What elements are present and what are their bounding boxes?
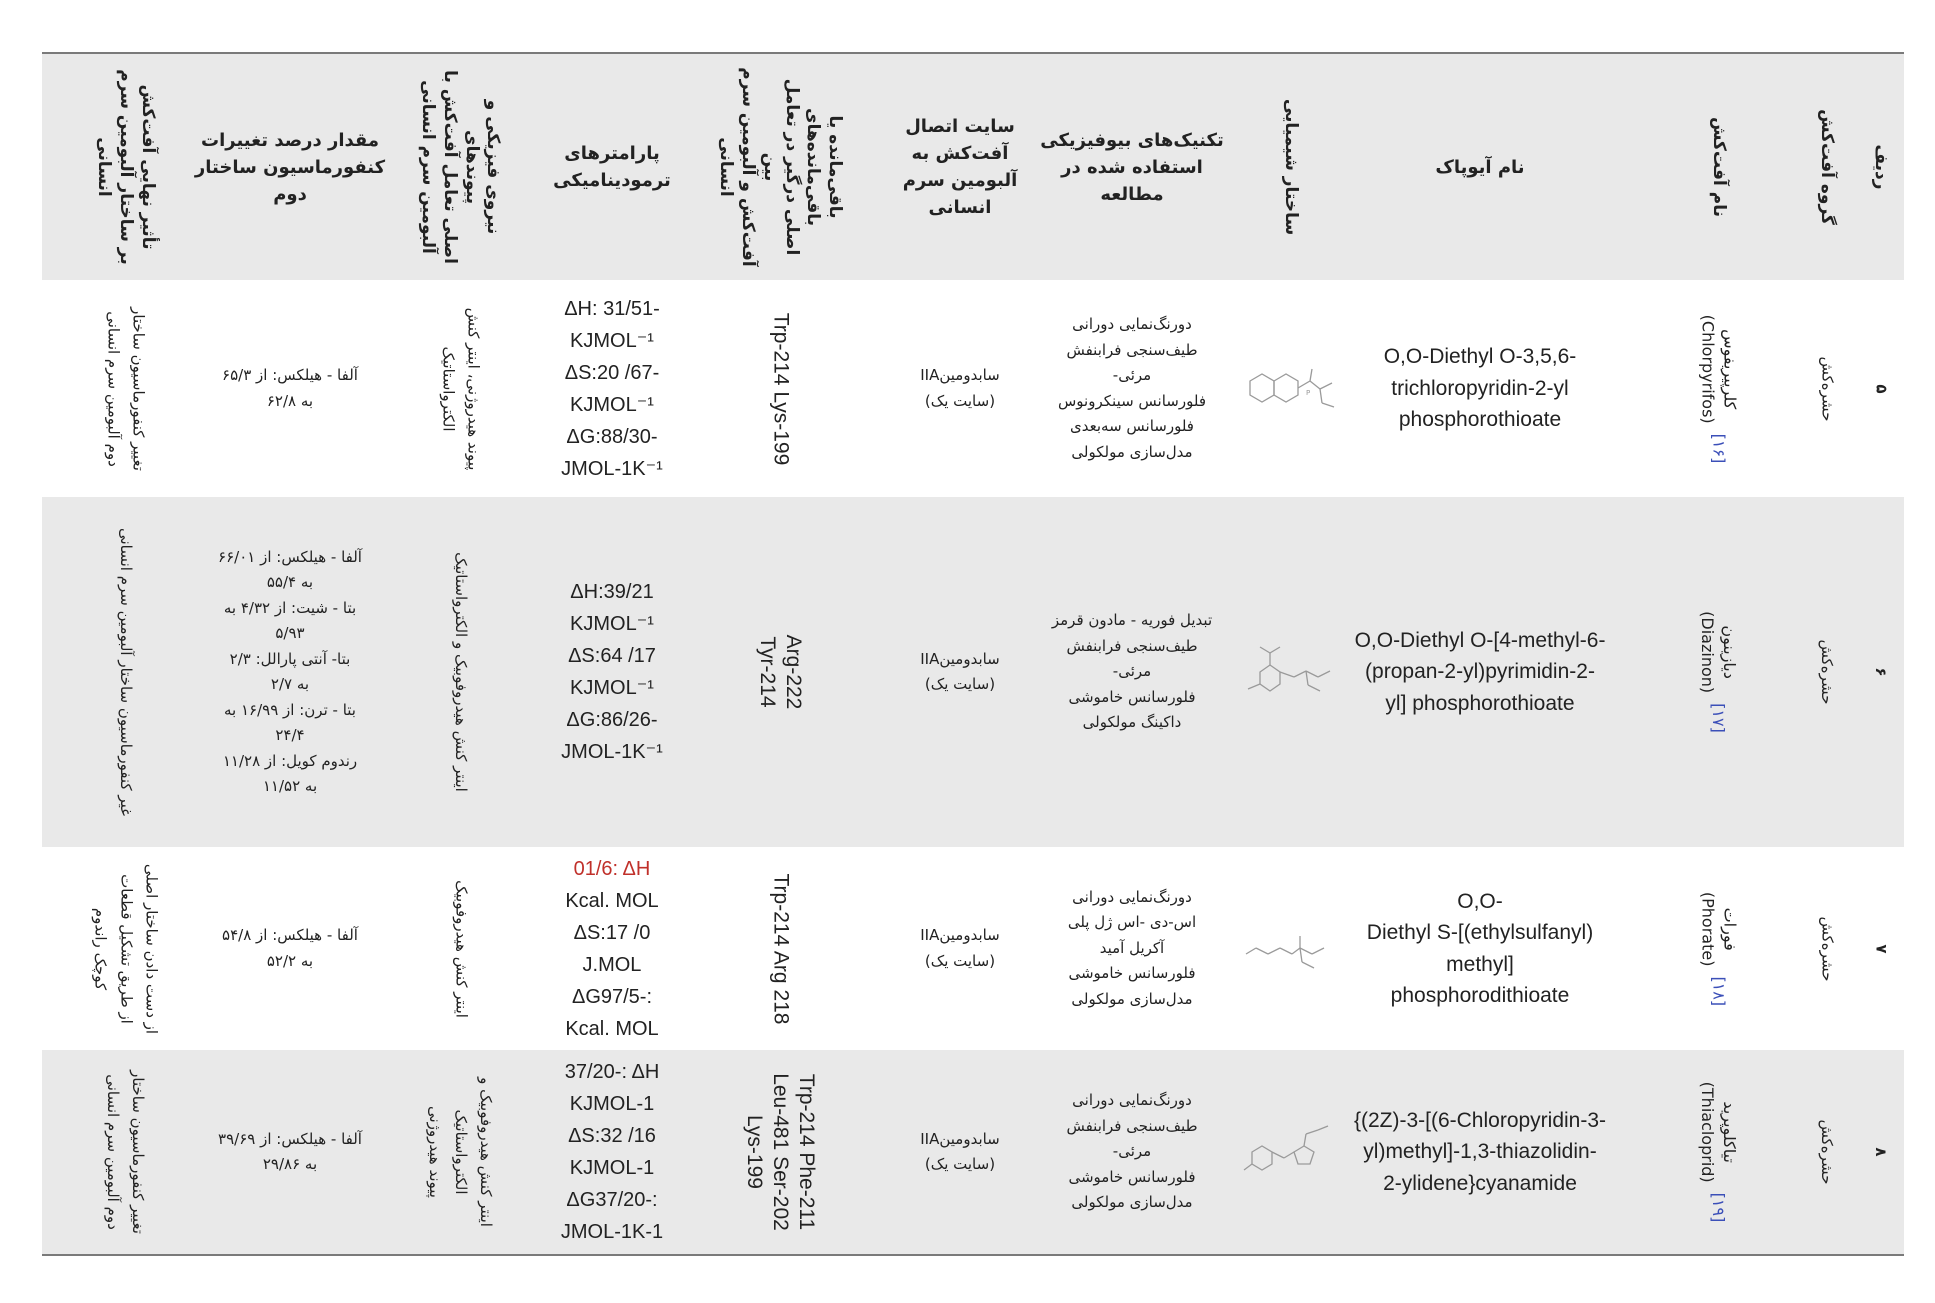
row-8-group: حشره‌کش xyxy=(1817,1119,1836,1185)
row-8-iupac: {(2Z)-3-[(6-Chloropyridin-3- yl)methyl]-1,3-thiazolidin- 2-ylidene}cyanamide xyxy=(1353,1108,1607,1195)
header-site: سایت اتصال آفت‌کش به آلبومین سرم انسانی xyxy=(902,116,1018,218)
thermo-values: ΔH: 31/51- KJMOL⁻¹ ΔS:20 /67- KJMOL⁻¹ ΔG:88/30- JMOL-1K⁻¹ xyxy=(561,297,663,480)
table-bottom-rule xyxy=(42,1254,1904,1256)
row-5-forces: پیوند هیدروژنی، اینتر کنش الکترواستاتیک xyxy=(439,307,483,470)
row-7-iupac: O,O- Diethyl S-[(ethylsulfanyl) methyl] phosphorodithioate xyxy=(1366,889,1594,1007)
row-6-thermo xyxy=(522,497,702,847)
header-techniques: تکنیک‌های بیوفیزیکی استفاده شده در مطالعه xyxy=(1040,129,1224,205)
row-8-no: ۸ xyxy=(1871,1147,1890,1157)
row-5-site: IIAسابدومین (سایت یک) xyxy=(920,366,1000,410)
row-6-forces: اینتر کنش هیدروفوبیک و الکترواستاتیک xyxy=(451,552,470,792)
row-5-structure xyxy=(1235,280,1345,497)
row-7-structure xyxy=(1235,847,1345,1050)
row-6-group: حشره‌کش xyxy=(1817,639,1836,705)
thermo-values: 37/20-: ΔH KJMOL-1 ΔS:32 /16 KJMOL-1 ΔG37/20-: JMOL-1K-1 xyxy=(560,1061,664,1243)
row-5-iupac: O,O-Diethyl O-3,5,6- trichloropyridin-2-yl phosphorothioate xyxy=(1383,345,1577,432)
row-7-techniques: دورنگ‌نمایی دورانی اس-دی -اس ژل پلی آکریل آمید فلورسانس خاموشی مدل‌سازی مولکولی xyxy=(1067,887,1197,1008)
row-5-residues: Trp-214 Lys-199 xyxy=(769,312,793,465)
row-7-residues: Trp-214 Arg 218 xyxy=(769,873,793,1024)
phorate-structure-icon xyxy=(1240,924,1340,974)
header-residues: باقی‌مانده یا باقی‌مانده‌های اصلی درگیر در تعامل بین آفت‌کش و آلبومین سرم انسانی xyxy=(716,67,846,267)
chlorpyrifos-structure-icon xyxy=(1240,359,1340,419)
row-6-residues: Arg-222 Tyr-214 xyxy=(756,634,806,710)
pesticide-name: کلرپیریفوس (Chlorpyrifos) xyxy=(1698,314,1740,424)
row-6-techniques: تبدیل فوریه - مادون قرمز طیف‌سنجی فرابنفش -مرئی فلورسانس خاموشی داکینگ مولکولی xyxy=(1051,611,1213,732)
row-6-conformation: آلفا - هیلکس: از ۶۶/۰۱ به ۵۵/۴ بتا - شیت: از ۴/۳۲ به ۵/۹۳ بتا- آنتی پارالل: ۲/۳ به ۲/۷ بتا - ترن: از ۱۶/۹۹ به ۲۴/۴ رندوم کویل: از ۱۱/۲۸ به ۱۱/۵۲ xyxy=(218,547,362,795)
row-6-site: IIAسابدومین (سایت یک) xyxy=(920,649,1000,693)
row-8-name xyxy=(1663,1060,1773,1244)
reference-link[interactable]: [۱۸] xyxy=(1708,975,1728,1006)
header-group: گروه آفت‌کش xyxy=(1816,109,1837,225)
pesticide-name: فورات (Phorate) xyxy=(1698,891,1740,966)
header-effect: تأثیر نهایی آفت‌کش بر ساختار آلبومین سرم انسانی xyxy=(94,69,158,265)
row-8-techniques: دورنگ‌نمایی دورانی طیف‌سنجی فرابنفش -مرئی فلورسانس خاموشی مدل‌سازی مولکولی xyxy=(1066,1091,1198,1212)
diazinon-structure-icon xyxy=(1240,637,1340,707)
row-8-forces: اینتر کنش هیدروفوبیک و الکترواستاتیک پیوند هیدروژنی xyxy=(426,1077,496,1227)
row-8-conformation: آلفا - هیلکس: از ۳۹/۶۹ به ۲۹/۸۶ xyxy=(218,1129,362,1173)
header-name: نام آفت‌کش xyxy=(1708,116,1729,218)
thermo-values: Kcal. MOL ΔS:17 /0 J.MOL ΔG97/5-: Kcal. MOL xyxy=(565,889,659,1040)
row-7-conformation: آلفا - هیلکس: از ۵۴/۸ به ۵۲/۲ xyxy=(222,926,358,970)
row-6-name xyxy=(1663,507,1773,837)
row-5-techniques: دورنگ‌نمایی دورانی طیف‌سنجی فرابنفش -مرئی فلورسانس سینکرونوس فلورسانس سه‌بعدی مدل‌سازی مولکولی xyxy=(1058,315,1206,461)
row-6-no: ۶ xyxy=(1871,667,1890,677)
thermo-values: ΔH:39/21 KJMOL⁻¹ ΔS:64 /17 KJMOL⁻¹ ΔG:86/26- JMOL-1K⁻¹ xyxy=(561,581,663,763)
header-thermo: پارامترهای ترمودینامیکی xyxy=(553,143,671,191)
thermo-delta-h-highlight: 01/6: ΔH xyxy=(573,857,651,880)
row-7-site: IIAسابدومین (سایت یک) xyxy=(920,926,1000,970)
row-5-effect: تغییر کنفورماسیون ساختار دوم آلبومین سرم انسانی xyxy=(104,306,148,471)
svg-text:P: P xyxy=(1306,388,1311,397)
row-6-structure xyxy=(1235,497,1345,847)
row-6-iupac: O,O-Diethyl O-[4-methyl-6- (propan-2-yl)pyrimidin-2- yl] phosphorothioate xyxy=(1354,628,1606,715)
row-7-no: ۷ xyxy=(1871,943,1890,954)
thiacloprid-structure-icon xyxy=(1240,1122,1340,1182)
row-5-conformation: آلفا - هیلکس: از ۶۵/۳ به ۶۲/۸ xyxy=(222,366,358,410)
row-6-effect: غیر کنفورماسیون ساختار آلبومین سرم انسانی xyxy=(116,527,135,817)
reference-link[interactable]: [۱۷] xyxy=(1708,703,1728,733)
pesticide-name: دیازینون (Diazinon) xyxy=(1698,611,1740,694)
header-structure: ساختار شیمیایی xyxy=(1280,98,1301,236)
row-5-name xyxy=(1663,290,1773,487)
reference-link[interactable]: [۱۶] xyxy=(1708,433,1728,463)
header-forces: نیروی فیزیکی و پیوندهای اصلی تعامل آفت‌کش با آلبومین سرم انسانی xyxy=(418,70,504,264)
row-7-effect: از دست دادن ساختار اصلی از طریق تشکیل قطعات کوچک راندوم xyxy=(91,863,161,1034)
row-7-forces: اینتر کنش هیدروفوبیک xyxy=(451,879,470,1018)
row-5-group: حشره‌کش xyxy=(1817,355,1836,422)
header-no: ردیف xyxy=(1870,144,1891,190)
row-8-thermo xyxy=(522,1050,702,1254)
row-8-effect: تغییر کنفورماسیون ساختار دوم آلبومین سرم انسانی xyxy=(104,1070,148,1234)
row-7-group: حشره‌کش xyxy=(1817,915,1836,982)
row-8-site: IIAسابدومین (سایت یک) xyxy=(920,1129,1000,1173)
header-iupac: نام آیوپاک xyxy=(1435,156,1525,178)
row-7-thermo xyxy=(522,847,702,1050)
row-8-structure xyxy=(1235,1050,1345,1254)
row-8-residues: Trp-214 Phe-211 Leu-481 Ser-202 Lys-199 xyxy=(742,1073,819,1231)
row-7-name xyxy=(1663,857,1773,1040)
row-5-no: ۵ xyxy=(1871,383,1890,394)
reference-link[interactable]: [۱۹] xyxy=(1708,1192,1728,1223)
row-5-thermo xyxy=(522,280,702,497)
header-conformation: مقدار درصد تغییرات کنفورماسیون ساختار دوم xyxy=(194,129,386,205)
pesticide-name: تیاکلوپرید (Thiacloprid) xyxy=(1698,1081,1740,1183)
